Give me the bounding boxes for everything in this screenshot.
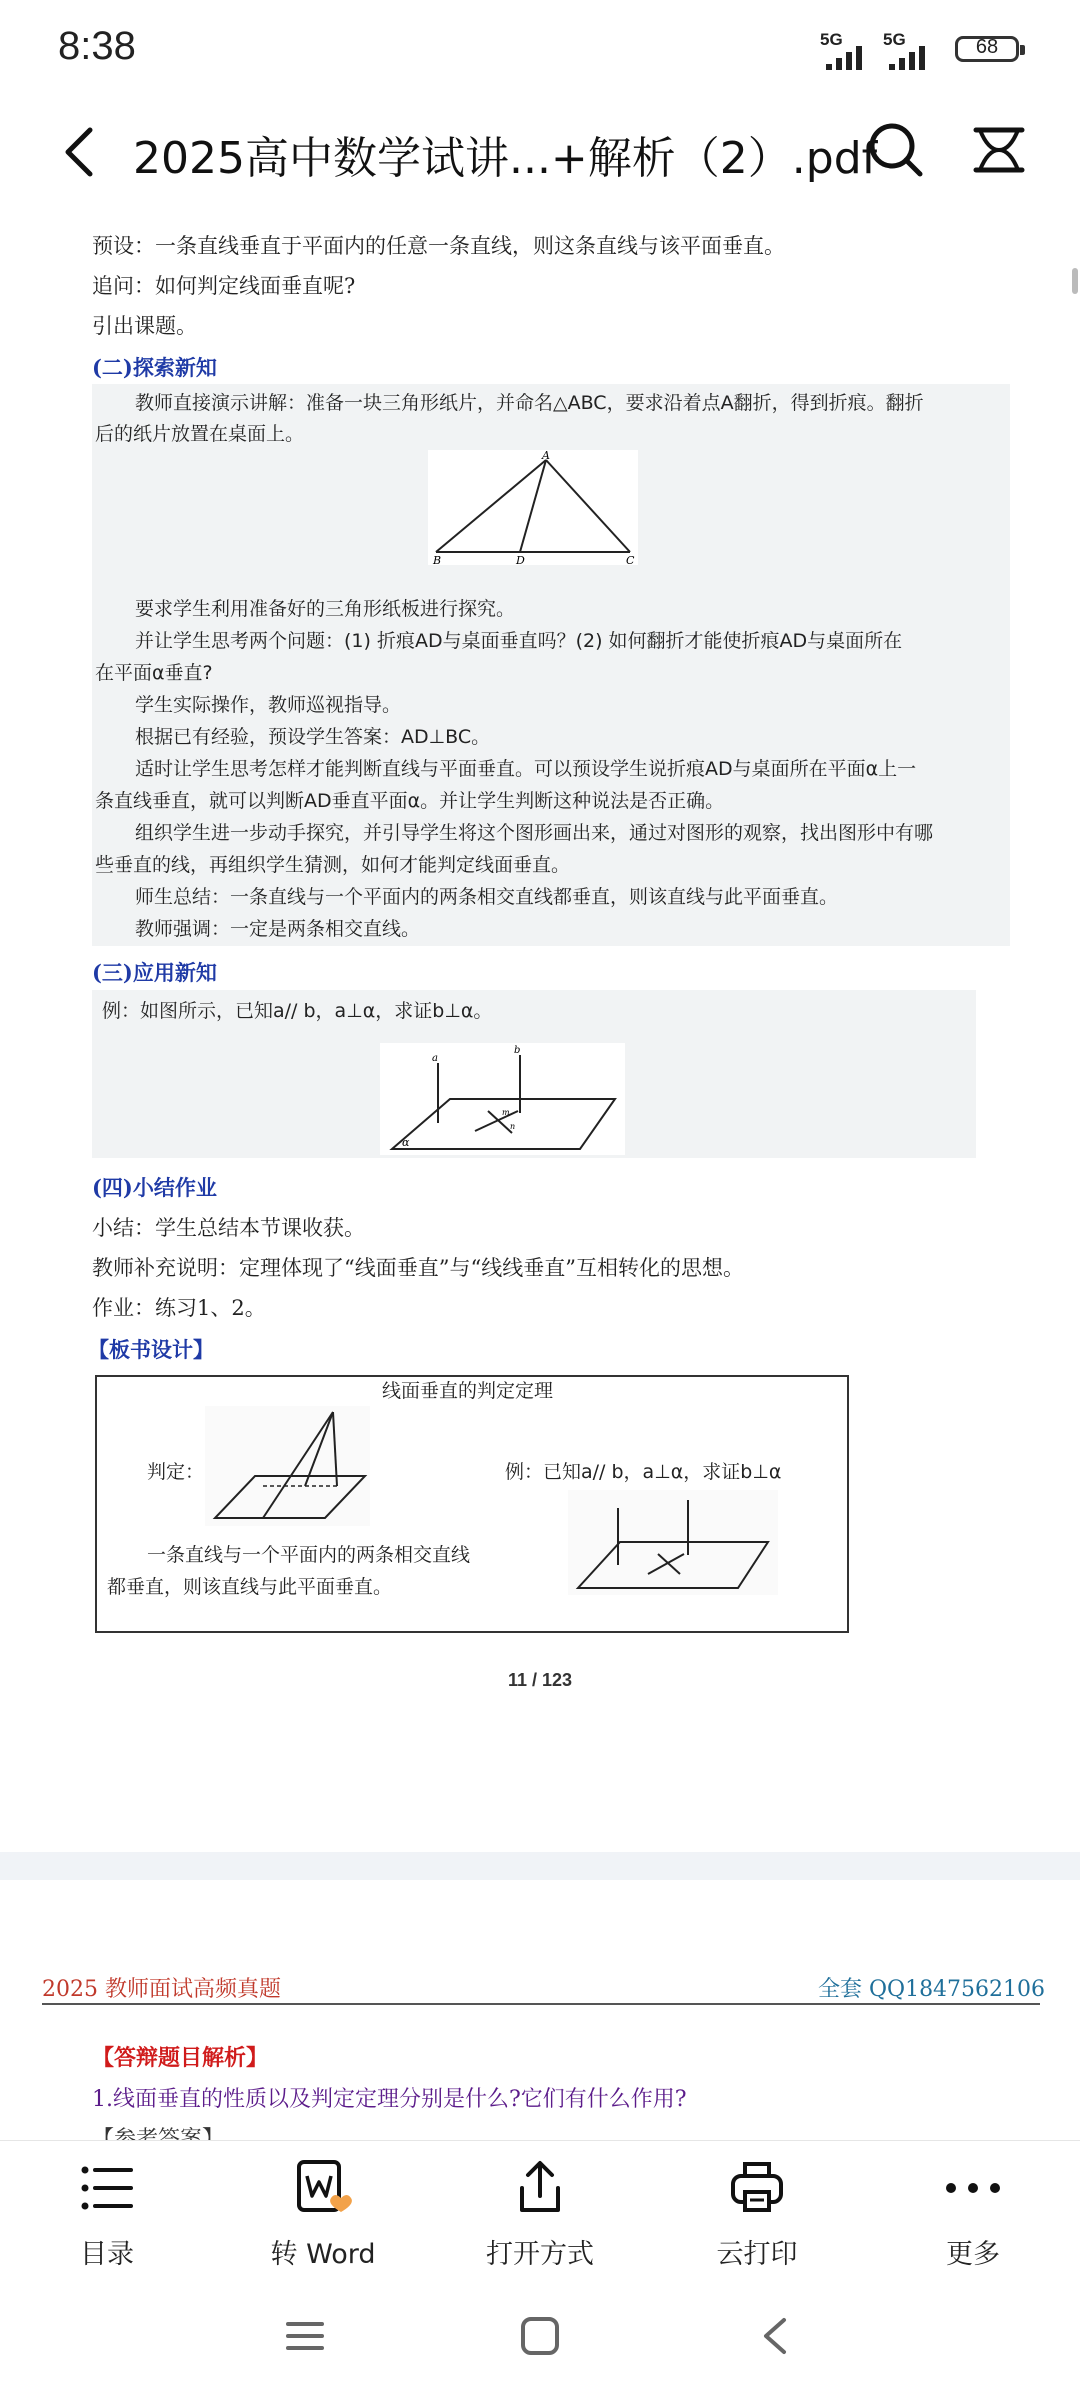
board-heading-text: 线面垂直的判定定理 — [382, 1380, 554, 1402]
share-icon — [510, 2158, 570, 2218]
toolbar-more-button[interactable] — [883, 2150, 1063, 2280]
section-heading: (四)小结作业 — [92, 1175, 217, 1200]
board-heading: 【板书设计】 — [88, 1337, 214, 1362]
body-line: 师生总结：一条直线与一个平面内的两条相交直线都垂直，则该直线与此平面垂直。 — [135, 886, 839, 908]
label-a: A — [542, 450, 550, 462]
body-line: 教师直接演示讲解：准备一块三角形纸片，并命名△ABC，要求沿着点A翻折，得到折痕。翻折 — [135, 392, 924, 414]
body-line: 根据已有经验，预设学生答案：AD⊥BC。 — [135, 726, 491, 748]
label-alpha: α — [402, 1136, 410, 1149]
page2-header-left: 2025 教师面试高频真题 — [42, 1977, 281, 2002]
recent-apps-icon[interactable] — [284, 2316, 326, 2356]
list-icon — [77, 2158, 137, 2218]
label-d: D — [516, 554, 525, 565]
toolbar-label: 云打印 — [716, 2239, 798, 2270]
example-line: 例：如图所示，已知a// b，a⊥α，求证b⊥α。 — [102, 1000, 493, 1022]
section-heading: (三)应用新知 — [92, 960, 217, 985]
system-back-icon[interactable] — [758, 2314, 792, 2358]
body-line: 教师强调：一定是两条相交直线。 — [135, 918, 421, 940]
answer-heading: 【答辩题目解析】 — [92, 2045, 269, 2071]
status-time: 8:38 — [58, 24, 136, 68]
toolbar-cloud-print-button[interactable] — [667, 2150, 847, 2280]
pyramid-figure — [205, 1406, 370, 1526]
page2-header-right: 全套 QQ1847562106 — [818, 1977, 1046, 2002]
board-statement: 一条直线与一个平面内的两条相交直线 — [147, 1544, 471, 1566]
plane-figure — [380, 1043, 625, 1155]
board-example: 例：已知a// b，a⊥α，求证b⊥α — [505, 1461, 782, 1483]
body-line: 后的纸片放置在桌面上。 — [95, 423, 305, 445]
label-line-b: b — [514, 1045, 521, 1056]
body-line: 些垂直的线，再组织学生猜测，如何才能判定线面垂直。 — [95, 854, 571, 876]
body-line: 条直线垂直，就可以判断AD垂直平面α。并让学生判断这种说法是否正确。 — [95, 790, 725, 812]
body-line: 小结：学生总结本节课收获。 — [92, 1216, 365, 1240]
body-line: 学生实际操作，教师巡视指导。 — [135, 694, 402, 716]
printer-icon — [727, 2158, 787, 2218]
toolbar-open-with-button[interactable] — [450, 2150, 630, 2280]
section-heading: (二)探索新知 — [92, 355, 217, 380]
page2-rule — [42, 2003, 1040, 2005]
back-arrow-icon[interactable] — [58, 124, 98, 180]
intro-line: 追问：如何判定线面垂直呢? — [92, 274, 356, 298]
page-mode-icon[interactable] — [970, 122, 1028, 178]
home-icon[interactable] — [518, 2314, 562, 2358]
triangle-figure — [428, 450, 638, 565]
board-judge-label: 判定： — [147, 1461, 205, 1483]
status-bar: 8:38 5G 5G 68 — [0, 0, 1080, 100]
body-line: 作业：练习1、2。 — [92, 1296, 266, 1320]
toolbar-label: 目录 — [80, 2239, 134, 2270]
page-number: 11 / 123 — [507, 1670, 573, 1690]
battery-icon — [955, 36, 1019, 62]
body-line: 教师补充说明：定理体现了“线面垂直”与“线线垂直”互相转化的思想。 — [92, 1256, 744, 1280]
body-line: 并让学生思考两个问题：(1) 折痕AD与桌面垂直吗？(2) 如何翻折才能使折痕AD与桌面所在 — [135, 630, 903, 652]
body-line: 要求学生利用准备好的三角形纸板进行探究。 — [135, 598, 516, 620]
label-b: B — [433, 554, 442, 565]
label-n: n — [510, 1122, 516, 1131]
intro-line: 引出课题。 — [92, 314, 197, 338]
body-line: 组织学生进一步动手探究，并引导学生将这个图形画出来，通过对图形的观察，找出图形中有哪 — [135, 822, 934, 844]
page-separator — [0, 1852, 1080, 1880]
body-line: 在平面α垂直? — [95, 662, 213, 684]
toolbar-to-word-button[interactable] — [233, 2150, 413, 2280]
document-title: 2025高中数学试讲...+解析（2）.pdf — [133, 133, 878, 184]
label-c: C — [626, 554, 635, 565]
label-line-a: a — [432, 1053, 438, 1064]
label-m: m — [502, 1108, 510, 1117]
toolbar-catalog-button[interactable] — [17, 2150, 197, 2280]
question-text: 1.线面垂直的性质以及判定定理分别是什么?它们有什么作用? — [92, 2087, 687, 2112]
board-plane-figure — [568, 1490, 778, 1595]
body-line: 适时让学生思考怎样才能判断直线与平面垂直。可以预设学生说折痕AD与桌面所在平面α上一 — [135, 758, 917, 780]
toolbar-label: 更多 — [946, 2239, 1000, 2270]
toolbar-label: 转 Word — [270, 2239, 376, 2270]
intro-line: 预设：一条直线垂直于平面内的任意一条直线，则这条直线与该平面垂直。 — [92, 234, 785, 258]
search-icon[interactable] — [866, 120, 926, 180]
more-icon — [941, 2158, 1005, 2218]
battery-level: 68 — [975, 36, 999, 58]
word-icon — [293, 2158, 353, 2218]
toolbar-label: 打开方式 — [486, 2239, 594, 2270]
board-statement: 都垂直，则该直线与此平面垂直。 — [107, 1576, 393, 1598]
scrollbar-thumb[interactable] — [1072, 268, 1078, 294]
